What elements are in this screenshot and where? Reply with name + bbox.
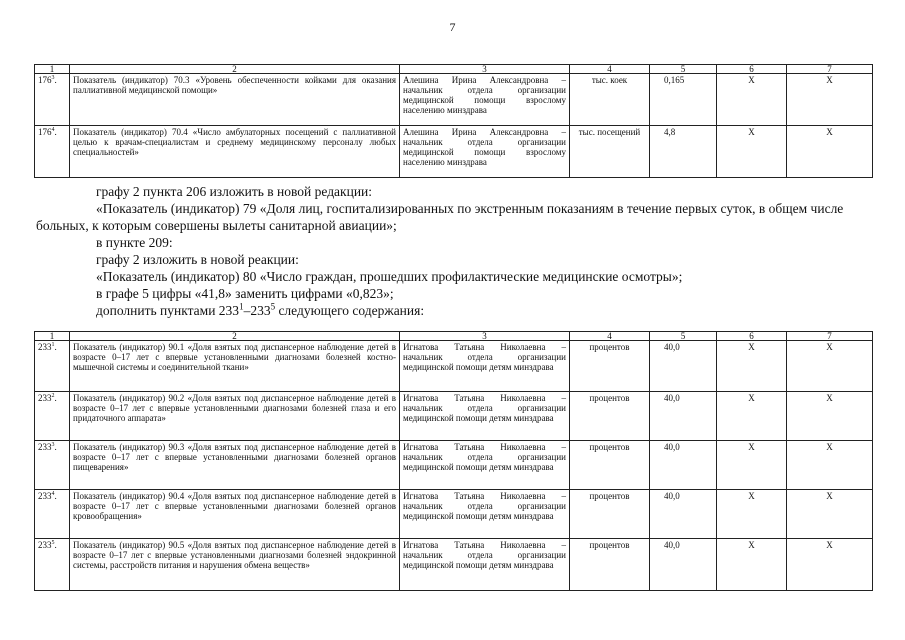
unit-cell: процентов <box>570 490 650 539</box>
table-row <box>35 126 873 178</box>
table-row <box>35 490 873 539</box>
col6-cell: X <box>717 539 787 591</box>
col6-cell: X <box>717 441 787 490</box>
column-header: 3 <box>400 65 570 74</box>
table-row <box>35 539 873 591</box>
unit-cell: процентов <box>570 539 650 591</box>
column-header: 1 <box>35 332 70 341</box>
row-number: $233^2$. <box>35 392 70 441</box>
value-cell: 4,8 <box>650 126 717 178</box>
responsible-cell: Игнатова Татьяна Николаевна – начальник отдела организации медицинской помощи детям минздрава <box>400 441 570 490</box>
unit-cell: процентов <box>570 392 650 441</box>
text-line: графу 2 пункта 206 изложить в новой редакции: <box>96 184 373 199</box>
col6-cell: X <box>717 74 787 126</box>
column-header: 6 <box>717 332 787 341</box>
text-line: графу 2 изложить в новой реакции: <box>96 252 299 267</box>
text-line: дополнить пунктами $233^1-233^5$ следующего содержания: <box>96 301 425 318</box>
text-line: в графе 5 цифры «41,8» заменить цифрами «0,823»; <box>96 286 394 301</box>
col7-cell: X <box>787 341 873 392</box>
responsible-cell: Игнатова Татьяна Николаевна – начальник отдела организации медицинской помощи детям минздрава <box>400 539 570 591</box>
row-number: $233^4$. <box>35 490 70 539</box>
table-row <box>35 341 873 392</box>
unit-cell: тыс. коек <box>570 74 650 126</box>
col7-cell: X <box>787 490 873 539</box>
responsible-cell: Игнатова Татьяна Николаевна – начальник отдела организации медицинской помощи детям минздрава <box>400 392 570 441</box>
table-row <box>35 74 873 126</box>
column-header: 4 <box>570 332 650 341</box>
column-header: 2 <box>70 332 400 341</box>
column-header: 7 <box>787 65 873 74</box>
text-line: «Показатель (индикатор) 79 «Доля лиц, госпитализированных по экстренным показаниям в течение первых суток, в общем числе больных, к которым совершены вылеты санитарной авиации»; <box>36 201 844 233</box>
column-header: 3 <box>400 332 570 341</box>
column-header: 5 <box>650 65 717 74</box>
indicator-cell: Показатель (индикатор) 70.4 «Число амбулаторных посещений с паллиативной целью к врачам-специалистам и среднему медицинскому персоналу любых специальностей» <box>70 126 400 178</box>
value-cell: 40,0 <box>650 341 717 392</box>
indicator-cell: Показатель (индикатор) 90.2 «Доля взятых под диспансерное наблюдение детей в возрасте 0–17 лет с впервые установленными диагнозами болезней глаза и его придаточного аппарата» <box>70 392 400 441</box>
row-number: $233^1$. <box>35 341 70 392</box>
indicator-cell: Показатель (индикатор) 90.4 «Доля взятых под диспансерное наблюдение детей в возрасте 0–17 лет с впервые установленными диагнозами болезней органов кровообращения» <box>70 490 400 539</box>
table-header-row <box>35 65 873 74</box>
column-header: 7 <box>787 332 873 341</box>
value-cell: 40,0 <box>650 441 717 490</box>
value-cell: 40,0 <box>650 392 717 441</box>
row-number: $233^3$. <box>35 441 70 490</box>
indicator-cell: Показатель (индикатор) 90.5 «Доля взятых под диспансерное наблюдение детей в возрасте 0–17 лет с впервые установленными диагнозами болезней эндокринной системы, расстройств питания и нарушения обмена веществ» <box>70 539 400 591</box>
row-number: $233^5$. <box>35 539 70 591</box>
col7-cell: X <box>787 74 873 126</box>
indicator-table-2 <box>34 331 873 591</box>
responsible-cell: Алешина Ирина Александровна – начальник отдела организации медицинской помощи взрослому населению минздрава <box>400 74 570 126</box>
indicator-table-1 <box>34 64 873 178</box>
column-header: 2 <box>70 65 400 74</box>
value-cell: 0,165 <box>650 74 717 126</box>
text-line: «Показатель (индикатор) 80 «Число граждан, прошедших профилактические медицинские осмотры»; <box>96 269 683 284</box>
unit-cell: тыс. посещений <box>570 126 650 178</box>
responsible-cell: Алешина Ирина Александровна – начальник отдела организации медицинской помощи взрослому населению минздрава <box>400 126 570 178</box>
indicator-cell: Показатель (индикатор) 70.3 «Уровень обеспеченности койками для оказания паллиативной медицинской помощи» <box>70 74 400 126</box>
column-header: 5 <box>650 332 717 341</box>
table-row <box>35 392 873 441</box>
page-number: 7 <box>449 20 456 34</box>
indicator-cell: Показатель (индикатор) 90.1 «Доля взятых под диспансерное наблюдение детей в возрасте 0–17 лет с впервые установленными диагнозами болезней костно-мышечной системы и соединительной ткани» <box>70 341 400 392</box>
unit-cell: процентов <box>570 341 650 392</box>
column-header: 6 <box>717 65 787 74</box>
col7-cell: X <box>787 441 873 490</box>
amendment-text <box>36 183 850 319</box>
col6-cell: X <box>717 490 787 539</box>
col6-cell: X <box>717 341 787 392</box>
col7-cell: X <box>787 539 873 591</box>
col7-cell: X <box>787 126 873 178</box>
value-cell: 40,0 <box>650 490 717 539</box>
row-number: $176^4$. <box>35 126 70 178</box>
column-header: 1 <box>35 65 70 74</box>
col7-cell: X <box>787 392 873 441</box>
value-cell: 40,0 <box>650 539 717 591</box>
responsible-cell: Игнатова Татьяна Николаевна – начальник отдела организации медицинской помощи детям минздрава <box>400 341 570 392</box>
table-row <box>35 441 873 490</box>
text-line: в пункте 209: <box>96 235 173 250</box>
row-number: $176^3$. <box>35 74 70 126</box>
indicator-cell: Показатель (индикатор) 90.3 «Доля взятых под диспансерное наблюдение детей в возрасте 0–17 лет с впервые установленными диагнозами болезней органов пищеварения» <box>70 441 400 490</box>
col6-cell: X <box>717 126 787 178</box>
unit-cell: процентов <box>570 441 650 490</box>
table-header-row <box>35 332 873 341</box>
responsible-cell: Игнатова Татьяна Николаевна – начальник отдела организации медицинской помощи детям минздрава <box>400 490 570 539</box>
column-header: 4 <box>570 65 650 74</box>
col6-cell: X <box>717 392 787 441</box>
